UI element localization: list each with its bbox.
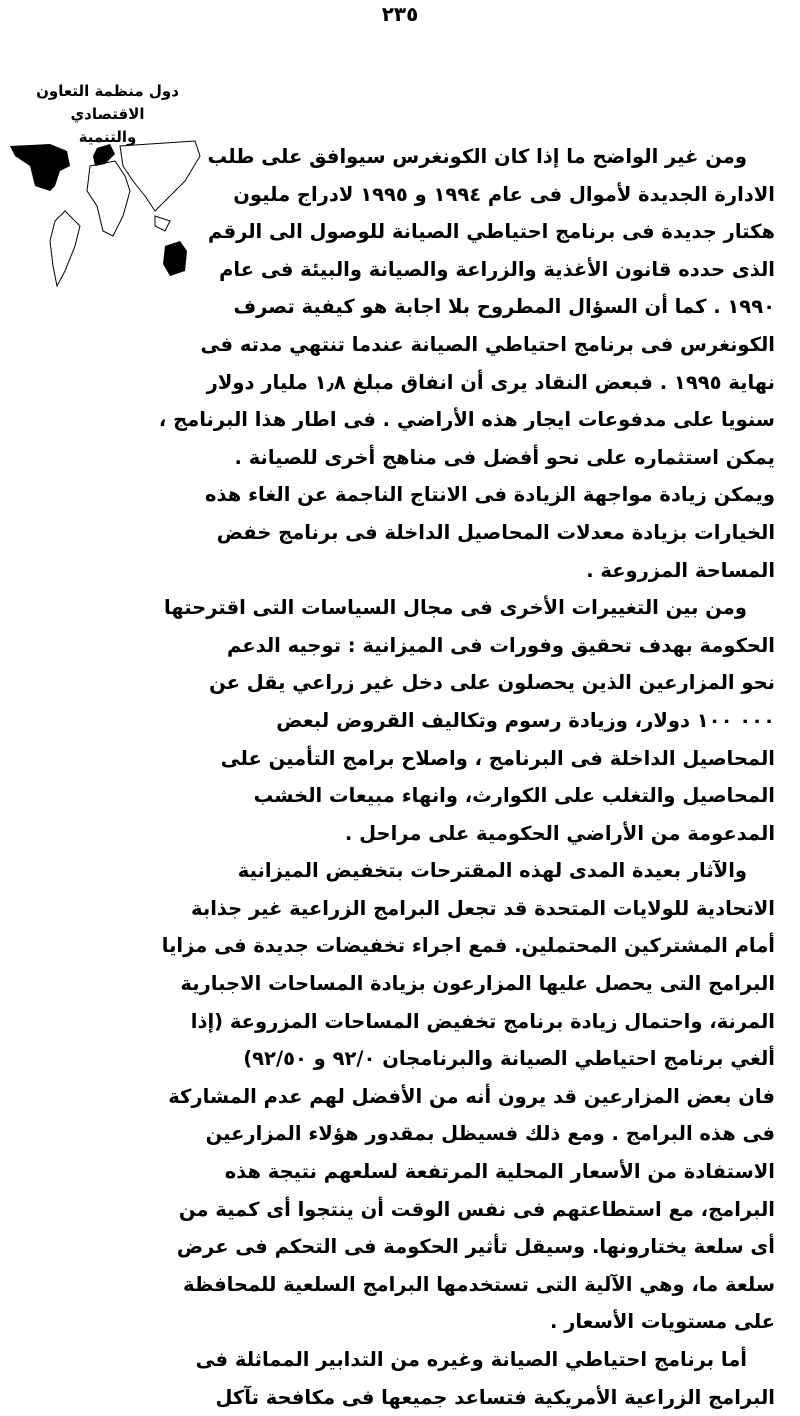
text-line: الذى حدده قانون الأغذية والزراعة والصيانة والبيئة فى عام — [219, 257, 775, 281]
text-line: الخيارات بزيادة معدلات المحاصيل الداخلة فى برنامج خفض — [216, 520, 775, 544]
sidebar-title-line1: دول منظمة التعاون الاقتصادي — [36, 82, 179, 123]
text-line: الاتحادية للولايات المتحدة قد تجعل البرامج الزراعية غير جذابة — [191, 896, 775, 920]
text-line: سنويا على مدفوعات ايجار هذه الأراضي . فى اطار هذا البرنامج ، — [158, 408, 775, 432]
text-line: ١٩٩٠ . كما أن السؤال المطروح بلا اجابة هو كيفية تصرف — [233, 295, 775, 319]
text-line: ألغي برنامج احتياطي الصيانة والبرنامجان ٩٢/٠ و ٩٢/٥٠) — [243, 1047, 775, 1071]
text-line: يمكن استثماره على نحو أفضل فى مناهج أخرى للصيانة . — [234, 445, 775, 469]
text-line: المساحة المزروعة . — [586, 558, 775, 582]
text-line: الكونغرس فى برنامج احتياطي الصيانة عندما تنتهي مدته فى — [200, 332, 775, 356]
text-line: أى سلعة يختارونها. وسيقل تأثير الحكومة فى التحكم فى عرض — [176, 1235, 775, 1259]
text-line: المرنة، واحتمال زيادة برنامج تخفيض المساحات المزروعة (إذا — [190, 1009, 775, 1033]
text-line: ومن بين التغييرات الأخرى فى مجال السياسات التى اقترحتها — [164, 596, 747, 620]
body-text — [158, 138, 775, 1416]
text-line: فان بعض المزارعين قد يرون أنه من الأفضل لهم عدم المشاركة — [168, 1084, 775, 1108]
text-line: الحكومة بهدف تحقيق وفورات فى الميزانية : توجيه الدعم — [226, 633, 775, 657]
page-number: ٢٣٥ — [381, 2, 419, 26]
text-line: فى هذه البرامج . ومع ذلك فسيظل بمقدور هؤلاء المزارعين — [205, 1122, 775, 1146]
text-line: البرامج الزراعية الأمريكية فتساعد جميعها فى مكافحة تآكل — [215, 1385, 775, 1409]
text-line: ٠٠٠ ١٠٠ دولار، وزيادة رسوم وتكاليف القروض لبعض — [276, 708, 775, 732]
text-line: ومن غير الواضح ما إذا كان الكونغرس سيوافق على طلب — [207, 145, 747, 168]
text-line: المحاصيل والتغلب على الكوارث، وانهاء مبيعات الخشب — [253, 784, 775, 808]
text-line: المدعومة من الأراضي الحكومية على مراحل . — [344, 821, 775, 845]
text-line: الاستفادة من الأسعار المحلية المرتفعة لسلعهم نتيجة هذه — [224, 1160, 775, 1184]
text-line: سلعة ما، وهي الآلية التى تستخدمها البرامج السلعية للمحافظة — [183, 1272, 775, 1296]
text-line: ويمكن زيادة مواجهة الزيادة فى الانتاج الناجمة عن الغاء هذه — [205, 483, 775, 507]
text-line: نهاية ١٩٩٥ . فبعض النقاد يرى أن انفاق مبلغ ١٫٨ مليار دولار — [206, 370, 775, 394]
text-line: والآثار بعيدة المدى لهذه المقترحات بتخفيض الميزانية — [237, 859, 747, 883]
text-line: أما برنامج احتياطي الصيانة وغيره من التدابير المماثلة فى — [195, 1348, 747, 1371]
text-line: الادارة الجديدة لأموال فى عام ١٩٩٤ و ١٩٩٥ لادراج مليون — [233, 182, 775, 206]
text-line: البرامج، مع استطاعتهم فى نفس الوقت أن ينتجوا أى كمية من — [178, 1197, 775, 1221]
world-map-icon — [5, 136, 205, 291]
text-line: هكتار جديدة فى برنامج احتياطي الصيانة للوصول الى الرقم — [208, 220, 775, 244]
text-line: المحاصيل الداخلة فى البرنامج ، واصلاح برامج التأمين على — [220, 746, 775, 770]
sidebar-title-line2: والتنمية — [78, 128, 137, 146]
text-line: نحو المزارعين الذين يحصلون على دخل غير زراعي يقل عن — [209, 671, 775, 695]
text-line: البرامج التى يحصل عليها المزارعون بزيادة المساحات الاجبارية — [180, 972, 775, 996]
text-line: على مستويات الأسعار . — [549, 1310, 775, 1334]
text-line: أمام المشتركين المحتملين. فمع اجراء تخفيضات جديدة فى مزايا — [161, 934, 775, 958]
